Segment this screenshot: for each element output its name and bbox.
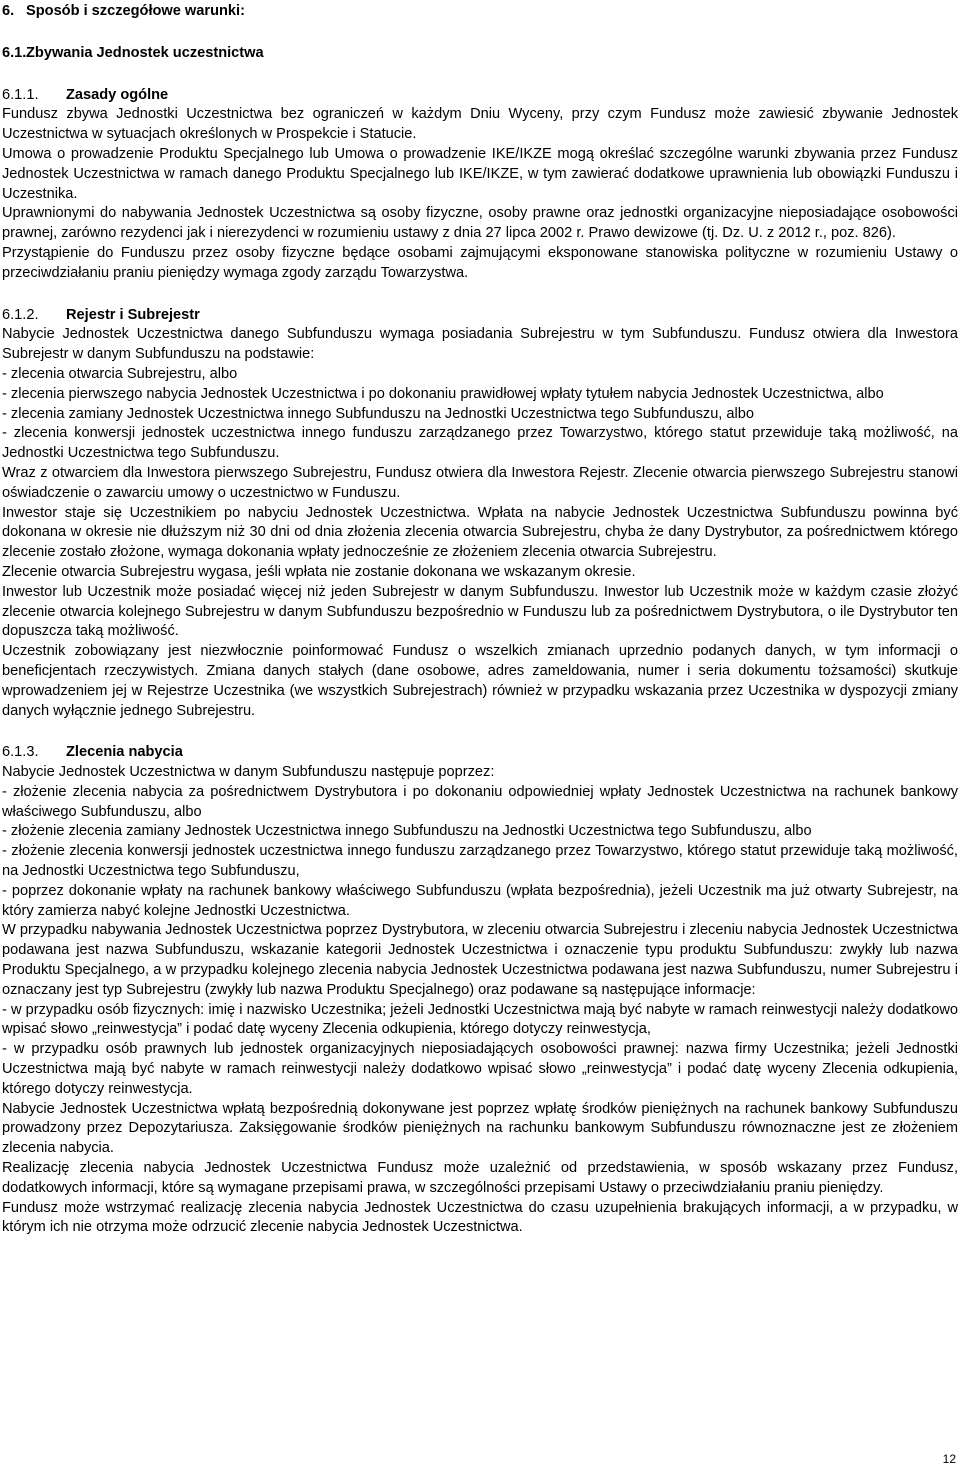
page-number: 12 bbox=[942, 1452, 956, 1466]
paragraph: Nabycie Jednostek Uczestnictwa wpłatą bezpośrednią dokonywane jest poprzez wpłatę środków pieniężnych na rachunek bankowy Subfunduszu prowadzony przez Depozytariusza. Zaksięgowanie środków pieniężnych na rachunku bankowym Subfunduszu równoznaczne jest ze złożeniem zlecenia nabycia. bbox=[2, 1100, 958, 1157]
list-item: - złożenie zlecenia zamiany Jednostek Uczestnictwa innego Subfunduszu na Jednostki Uczestnictwa tego Subfunduszu, albo bbox=[2, 823, 812, 840]
list-item: - zlecenia pierwszego nabycia Jednostek Uczestnictwa i po dokonaniu prawidłowej wpłaty tytułem nabycia Jednostek Uczestnictwa, albo bbox=[2, 385, 884, 402]
heading-6-1-3-title: Zlecenia nabycia bbox=[66, 744, 183, 761]
section-6-1-3-body bbox=[2, 763, 958, 1238]
list-item: - zlecenia otwarcia Subrejestru, albo bbox=[2, 365, 238, 382]
list-item: - złożenie zlecenia nabycia za pośrednictwem Dystrybutora i po dokonaniu odpowiedniej wpłaty Jednostek Uczestnictwa na rachunek bankowy właściwego Subfunduszu, albo bbox=[2, 783, 958, 820]
paragraph: Fundusz może wstrzymać realizację zlecenia nabycia Jednostek Uczestnictwa do czasu uzupełnienia brakujących informacji, a w przypadku, w którym ich nie otrzyma może odrzucić zlecenie nabycia Jednostek Uczestnictwa. bbox=[2, 1199, 958, 1236]
paragraph: Fundusz zbywa Jednostki Uczestnictwa bez ograniczeń w każdym Dniu Wyceny, przy czym Fundusz może zawiesić zbywanie Jednostek Uczestnictwa w sytuacjach określonych w Prospekcie i Statucie. bbox=[2, 106, 958, 143]
list-item: - złożenie zlecenia konwersji jednostek uczestnictwa innego funduszu zarządzanego przez Towarzystwo, którego statut przewiduje taką możliwość, na Jednostki Uczestnictwa tego Subfunduszu, bbox=[2, 843, 958, 880]
heading-6-1-2-title: Rejestr i Subrejestr bbox=[66, 306, 200, 323]
heading-6-1-2 bbox=[2, 306, 958, 326]
paragraph: Nabycie Jednostek Uczestnictwa w danym Subfunduszu następuje poprzez: bbox=[2, 764, 495, 781]
heading-6-1-1 bbox=[2, 86, 958, 106]
paragraph: Inwestor lub Uczestnik może posiadać więcej niż jeden Subrejestr w danym Subfunduszu. Inwestor lub Uczestnik może w każdym czasie złożyć zlecenie otwarcia kolejnego Subrejestru w danym Subfunduszu bezpośrednio w Funduszu lub za pośrednictwem Dystrybutora, o ile Dystrybutor ten dopuszcza taką możliwość. bbox=[2, 583, 958, 640]
paragraph: Nabycie Jednostek Uczestnictwa danego Subfunduszu wymaga posiadania Subrejestru w tym Subfunduszu. Fundusz otwiera dla Inwestora Subrejestr w danym Subfunduszu na podstawie: bbox=[2, 326, 958, 363]
list-item: - poprzez dokonanie wpłaty na rachunek bankowy właściwego Subfunduszu (wpłata bezpośrednia), jeżeli Uczestnik ma już otwarty Subrejestr, na który zamierza nabyć kolejne Jednostki Uczestnictwa. bbox=[2, 882, 958, 919]
list-item: - zlecenia zamiany Jednostek Uczestnictwa innego Subfunduszu na Jednostki Uczestnictwa tego Subfunduszu, albo bbox=[2, 405, 755, 422]
heading-6-1-1-title: Zasady ogólne bbox=[66, 86, 169, 103]
subsection-title: Zbywania Jednostek uczestnictwa bbox=[26, 44, 264, 61]
list-item: - w przypadku osób fizycznych: imię i nazwisko Uczestnika; jeżeli Jednostki Uczestnictwa mają być nabyte w ramach reinwestycji należy dodatkowo wpisać słowo „reinwestycja” i podać datę wyceny Zlecenia odkupienia, którego dotyczy reinwestycja, bbox=[2, 1001, 958, 1038]
heading-6-1-3-number: 6.1.3. bbox=[2, 744, 39, 761]
section-number: 6. bbox=[2, 3, 15, 19]
paragraph: Przystąpienie do Funduszu przez osoby fizyczne będące osobami zajmującymi eksponowane stanowiska polityczne w rozumieniu Ustawy o przeciwdziałaniu praniu pieniędzy wymaga zgody zarządu Towarzystwa. bbox=[2, 244, 958, 281]
heading-6-1-1-number: 6.1.1. bbox=[2, 86, 39, 103]
list-item: - zlecenia konwersji jednostek uczestnictwa innego funduszu zarządzanego przez Towarzystwo, którego statut przewiduje taką możliwość, na Jednostki Uczestnictwa tego Subfunduszu. bbox=[2, 425, 958, 462]
section-6-1-1-body bbox=[2, 105, 958, 283]
paragraph: Uprawnionymi do nabywania Jednostek Uczestnictwa są osoby fizyczne, osoby prawne oraz jednostki organizacyjne nieposiadające osobowości prawnej, zarówno rezydenci jak i nierezydenci w rozumieniu ustawy z dnia 27 lipca 2002 r. Prawo dewizowe (tj. Dz. U. z 2012 r., poz. 826). bbox=[2, 205, 958, 242]
section-6-1-2-body bbox=[2, 325, 958, 721]
heading-6-1-3 bbox=[2, 743, 958, 763]
subsection-heading bbox=[2, 44, 958, 64]
heading-6-1-2-number: 6.1.2. bbox=[2, 306, 39, 323]
paragraph: Inwestor staje się Uczestnikiem po nabyciu Jednostek Uczestnictwa. Wpłata na nabycie Jednostek Uczestnictwa Subfunduszu powinna być dokonana w okresie nie dłuższym niż 30 dni od dnia złożenia zlecenia otwarcia Subrejestru, chyba że dany Dystrybutor, za pośrednictwem którego zlecenie zostało złożone, wymaga dokonania wpłaty jednocześnie ze złożeniem zlecenia otwarcia Subrejestru. bbox=[2, 504, 958, 561]
paragraph: Zlecenie otwarcia Subrejestru wygasa, jeśli wpłata nie zostanie dokonana we wskazanym okresie. bbox=[2, 563, 636, 580]
paragraph: Uczestnik zobowiązany jest niezwłocznie poinformować Fundusz o wszelkich zmianach uprzednio podanych danych, w tym informacji o beneficjentach rzeczywistych. Zmiana danych stałych (dane osobowe, adres zameldowania, numer i seria dokumentu tożsamości) skutkuje wprowadzeniem jej w Rejestrze Uczestnika (we wszystkich Subrejestrach) również w przypadku wskazania przez Uczestnika w dyspozycji zmiany danych wyłącznie jednego Subrejestru. bbox=[2, 643, 958, 719]
section-title: Sposób i szczegółowe warunki: bbox=[26, 3, 245, 19]
section-heading bbox=[2, 2, 958, 22]
paragraph: W przypadku nabywania Jednostek Uczestnictwa poprzez Dystrybutora, w zleceniu otwarcia Subrejestru i zleceniu nabycia Jednostek Uczestnictwa podawana jest nazwa Subfunduszu, wskazanie kategorii Jednostek Uczestnictwa i oznaczenie typu produktu Subfunduszu: zwykły lub nazwa Produktu Specjalnego, a w przypadku kolejnego zlecenia nabycia Jednostek Uczestnictwa podawana jest nazwa Subfunduszu, numer Subrejestru i oznaczany jest typ Subrejestru (zwykły lub nazwa Produktu Specjalnego) oraz podawane są następujące informacje: bbox=[2, 922, 958, 998]
paragraph: Realizację zlecenia nabycia Jednostek Uczestnictwa Fundusz może uzależnić od przedstawienia, w sposób wskazany przez Fundusz, dodatkowych informacji, które są wymagane przepisami prawa, w szczególności przepisami Ustawy o przeciwdziałaniu praniu pieniędzy. bbox=[2, 1160, 958, 1196]
list-item: - w przypadku osób prawnych lub jednostek organizacyjnych nieposiadających osobowości prawnej: nazwa firmy Uczestnika; jeżeli Jednostki Uczestnictwa mają być nabyte w ramach reinwestycji należy dodatkowo wpisać słowo „reinwestycja” i podać datę wyceny Zlecenia odkupienia, którego dotyczy reinwestycja. bbox=[2, 1041, 958, 1097]
subsection-number: 6.1. bbox=[2, 44, 27, 61]
paragraph: Umowa o prowadzenie Produktu Specjalnego lub Umowa o prowadzenie IKE/IKZE mogą określać szczególne warunki zbywania przez Fundusz Jednostek Uczestnictwa w ramach danego Produktu Specjalnego lub IKE/IKZE, w tym zawierać dodatkowe uprawnienia lub obowiązki Funduszu i Uczestnika. bbox=[2, 145, 958, 202]
paragraph: Wraz z otwarciem dla Inwestora pierwszego Subrejestru, Fundusz otwiera dla Inwestora Rejestr. Zlecenie otwarcia pierwszego Subrejestru stanowi oświadczenie o zawarciu umowy o uczestnictwo w Funduszu. bbox=[2, 464, 958, 501]
